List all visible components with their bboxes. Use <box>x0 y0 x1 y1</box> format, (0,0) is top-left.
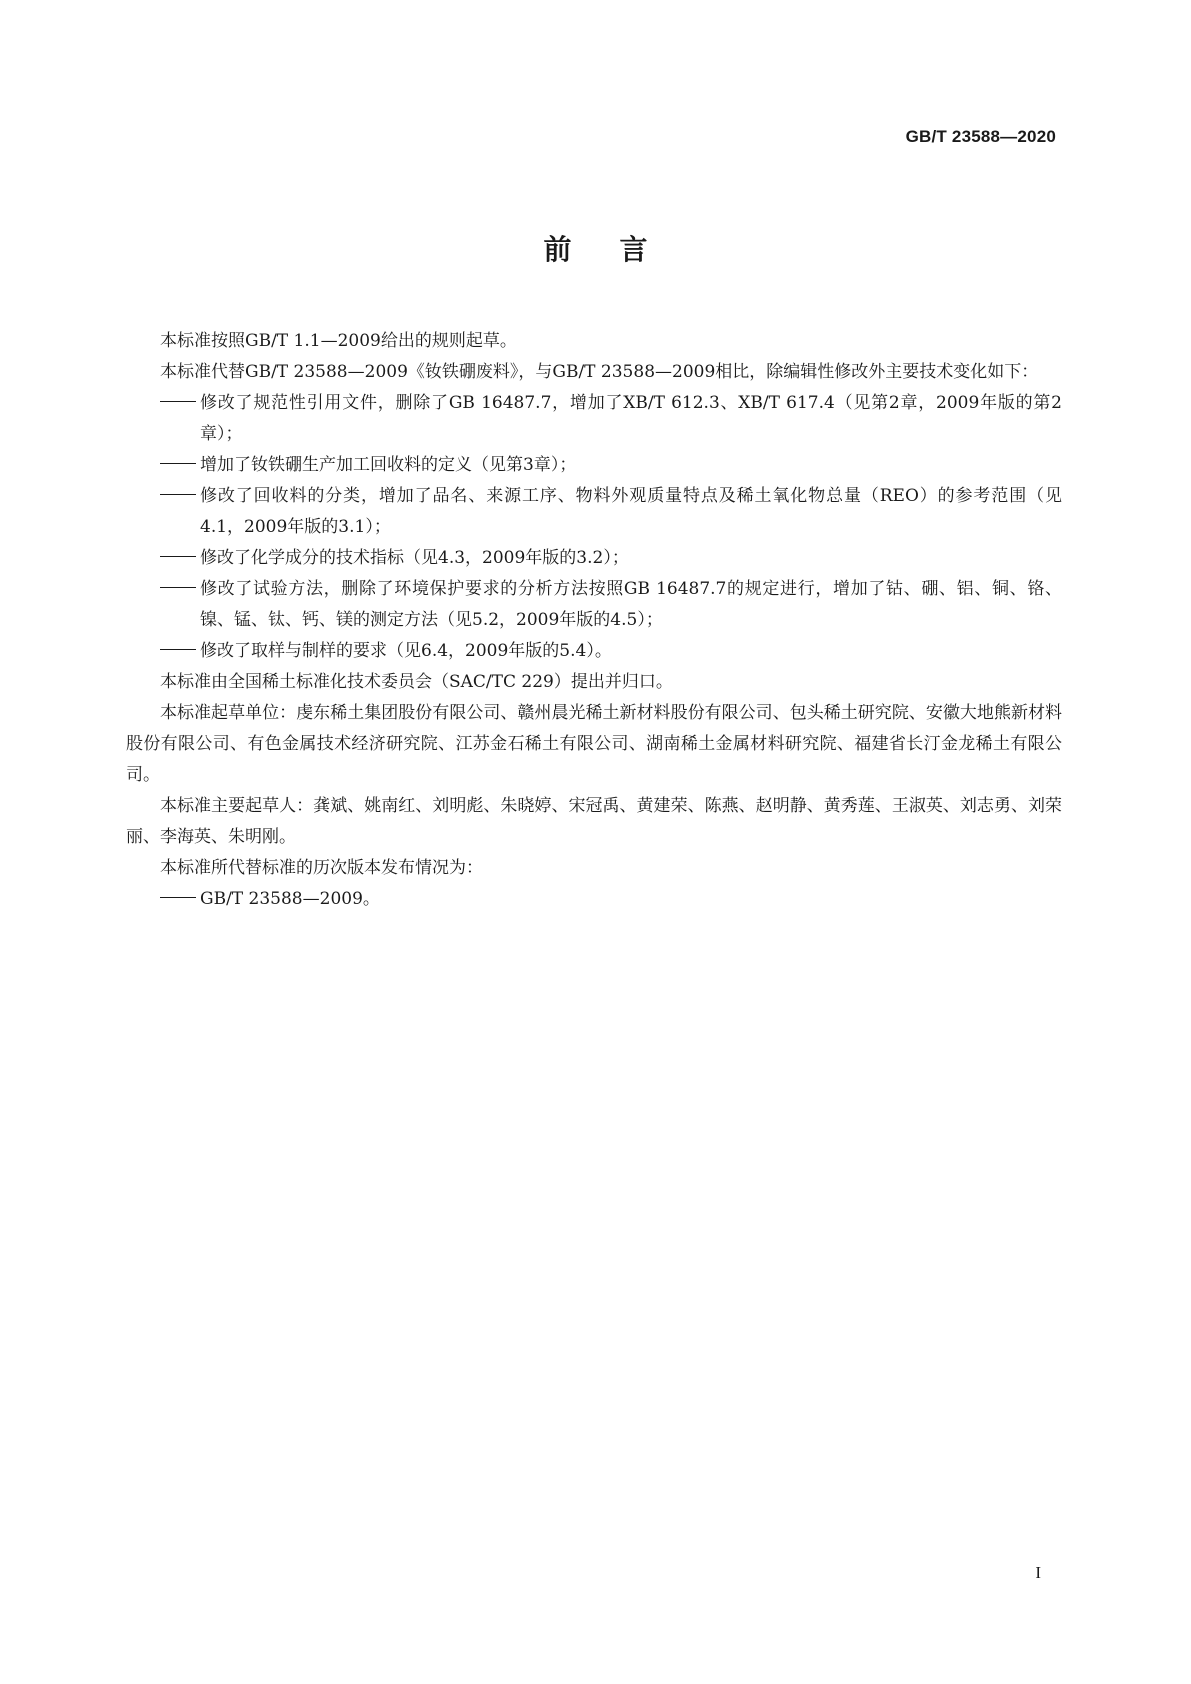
paragraph-replacement: 本标准代替GB/T 23588—2009《钕铁硼废料》，与GB/T 23588—2009相比，除编辑性修改外主要技术变化如下： <box>160 362 1039 382</box>
paragraph-proposer: 本标准由全国稀土标准化技术委员会（SAC/TC 229）提出并归口。 <box>160 672 673 692</box>
history-item: GB/T 23588—2009。 <box>126 884 1062 915</box>
change-item: 修改了回收料的分类，增加了品名、来源工序、物料外观质量特点及稀土氧化物总量（REO）的参考范围（见4.1，2009年版的3.1）； <box>126 481 1062 543</box>
foreword-body <box>126 326 1062 915</box>
dash-mark <box>160 543 200 574</box>
dash-mark <box>160 450 200 481</box>
dash-mark <box>160 481 200 543</box>
change-item: 修改了试验方法，删除了环境保护要求的分析方法按照GB 16487.7的规定进行，增加了钴、硼、铝、铜、铬、镍、锰、钛、钙、镁的测定方法（见5.2，2009年版的4.5）； <box>126 574 1062 636</box>
change-item: 修改了化学成分的技术指标（见4.3，2009年版的3.2）； <box>126 543 1062 574</box>
paragraph-drafting-rules: 本标准按照GB/T 1.1—2009给出的规则起草。 <box>160 331 517 351</box>
dash-mark <box>160 636 200 667</box>
paragraph-history-intro: 本标准所代替标准的历次版本发布情况为： <box>160 858 483 878</box>
paragraph-drafters: 本标准主要起草人：龚斌、姚南红、刘明彪、朱晓婷、宋冠禹、黄建荣、陈燕、赵明静、黄秀莲、王淑英、刘志勇、刘荣丽、李海英、朱明刚。 <box>126 796 1062 847</box>
change-item: 修改了取样与制样的要求（见6.4，2009年版的5.4）。 <box>126 636 1062 667</box>
dash-mark <box>160 574 200 636</box>
page-number: I <box>1035 1563 1041 1582</box>
page-title: 前言 <box>543 233 696 266</box>
change-item: 修改了规范性引用文件，删除了GB 16487.7，增加了XB/T 612.3、XB/T 617.4（见第2章，2009年版的第2章）； <box>126 388 1062 450</box>
paragraph-drafting-units: 本标准起草单位：虔东稀土集团股份有限公司、赣州晨光稀土新材料股份有限公司、包头稀土研究院、安徽大地熊新材料股份有限公司、有色金属技术经济研究院、江苏金石稀土有限公司、湖南稀土金属材料研究院、福建省长汀金龙稀土有限公司。 <box>126 703 1062 785</box>
change-item: 增加了钕铁硼生产加工回收料的定义（见第3章）； <box>126 450 1062 481</box>
standard-number: GB/T 23588—2020 <box>905 127 1056 146</box>
dash-mark <box>160 388 200 450</box>
dash-mark <box>160 884 200 915</box>
